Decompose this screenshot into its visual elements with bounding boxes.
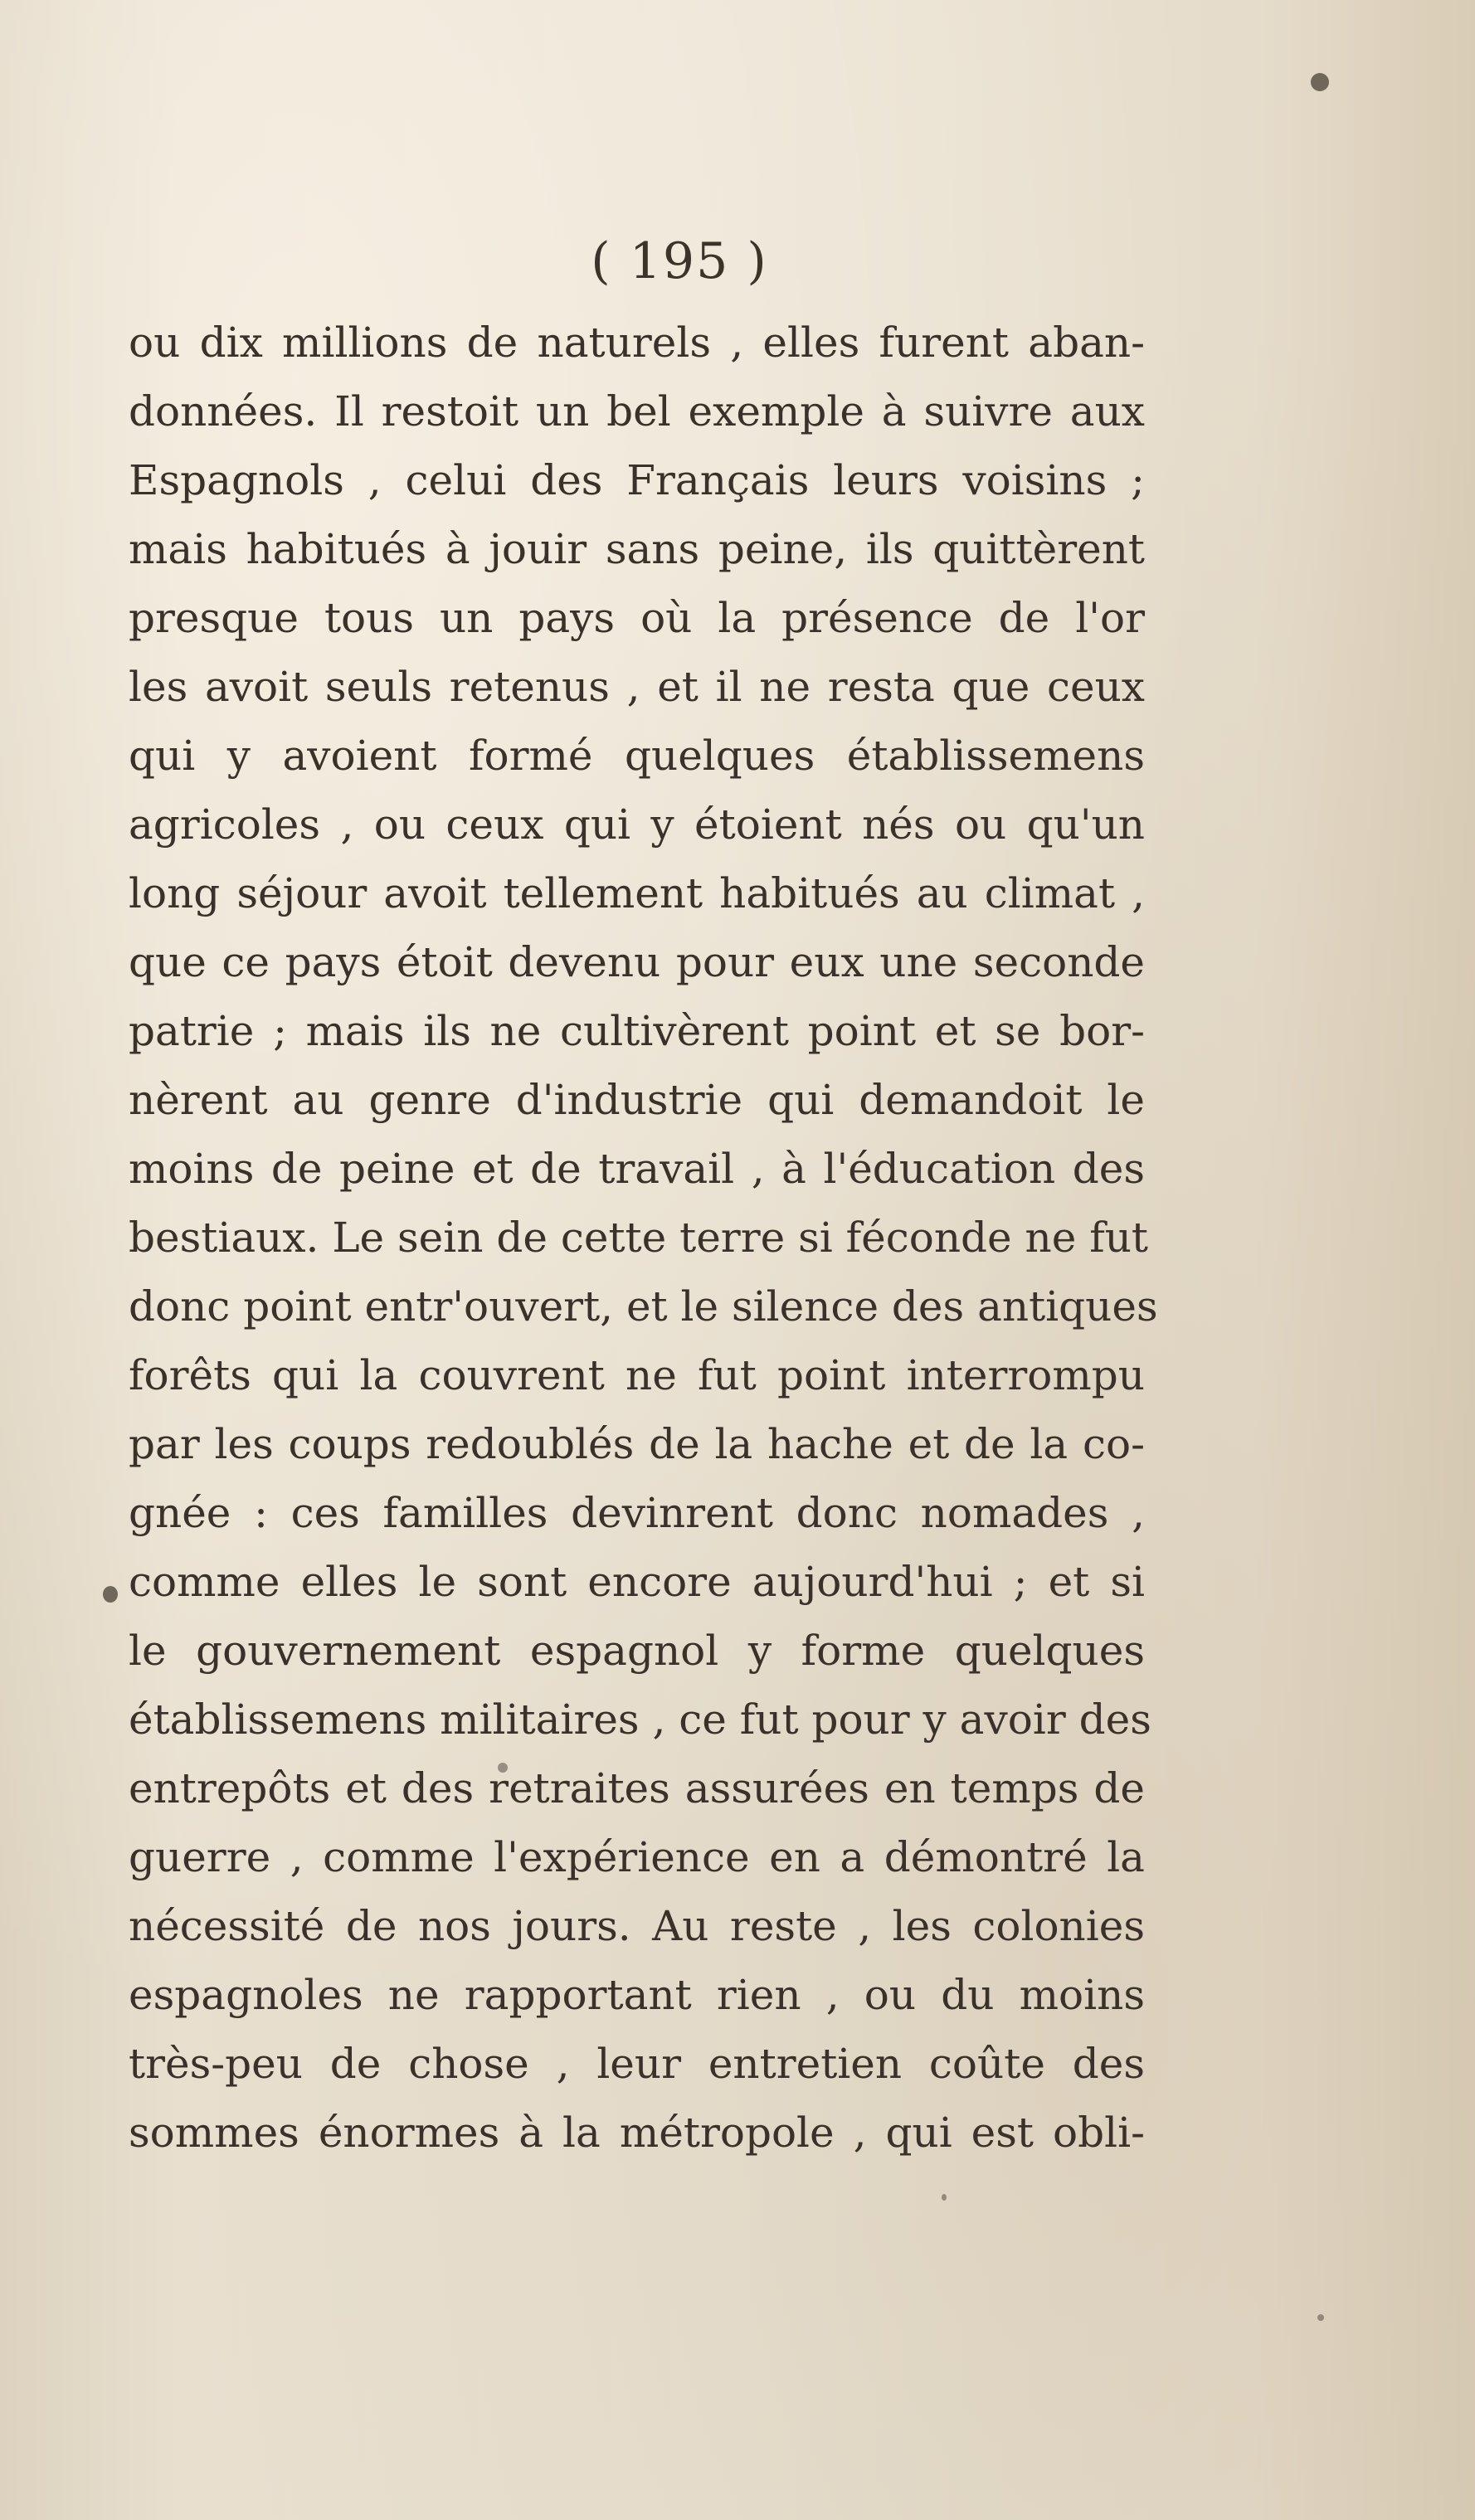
text-line: bestiaux. Le sein de cette terre si féconde ne fut bbox=[129, 1214, 1149, 1262]
text-line: ou dix millions de naturels , elles furent aban- bbox=[129, 319, 1145, 367]
text-line: nécessité de nos jours. Au reste , les colonies bbox=[129, 1902, 1145, 1950]
text-line: patrie ; mais ils ne cultivèrent point et se bor- bbox=[129, 1007, 1145, 1055]
text-line: Espagnols , celui des Français leurs voisins ; bbox=[129, 456, 1145, 504]
text-line: sommes énormes à la métropole , qui est obli- bbox=[129, 2109, 1145, 2157]
text-line: long séjour avoit tellement habitués au climat , bbox=[129, 869, 1145, 917]
text-line: mais habitués à jouir sans peine, ils quittèrent bbox=[129, 525, 1145, 573]
text-line: par les coups redoublés de la hache et de la co- bbox=[129, 1420, 1145, 1468]
text-line: espagnoles ne rapportant rien , ou du moins bbox=[129, 1971, 1145, 2019]
ink-spot bbox=[1311, 73, 1329, 91]
text-line: comme elles le sont encore aujourd'hui ; et si bbox=[129, 1558, 1145, 1606]
text-line: nèrent au genre d'industrie qui demandoit le bbox=[129, 1076, 1145, 1124]
text-line: donc point entr'ouvert, et le silence des antiques bbox=[129, 1282, 1158, 1331]
text-line: très-peu de chose , leur entretien coûte des bbox=[129, 2040, 1145, 2088]
ink-spot bbox=[1317, 2314, 1324, 2321]
ink-spot bbox=[103, 1586, 118, 1603]
text-line: presque tous un pays où la présence de l'or bbox=[129, 594, 1145, 642]
text-line: forêts qui la couvrent ne fut point interrompu bbox=[129, 1351, 1145, 1399]
text-line: moins de peine et de travail , à l'éducation des bbox=[129, 1145, 1145, 1193]
text-line: que ce pays étoit devenu pour eux une seconde bbox=[129, 938, 1145, 986]
body-text bbox=[129, 309, 1158, 2167]
text-line: guerre , comme l'expérience en a démontré la bbox=[129, 1833, 1145, 1881]
text-line: qui y avoient formé quelques établissemens bbox=[129, 732, 1145, 780]
text-line: entrepôts et des retraites assurées en temps de bbox=[129, 1764, 1145, 1812]
text-line: agricoles , ou ceux qui y étoient nés ou qu'un bbox=[129, 800, 1145, 849]
text-line: établissemens militaires , ce fut pour y avoir des bbox=[129, 1695, 1151, 1744]
text-line: le gouvernement espagnol y forme quelques bbox=[129, 1627, 1145, 1675]
text-line: gnée : ces familles devinrent donc nomades , bbox=[129, 1489, 1145, 1537]
page-number: ( 195 ) bbox=[591, 232, 768, 290]
ink-spot bbox=[942, 2194, 947, 2201]
text-line: données. Il restoit un bel exemple à suivre aux bbox=[129, 387, 1145, 435]
text-line: les avoit seuls retenus , et il ne resta que ceux bbox=[129, 663, 1145, 711]
